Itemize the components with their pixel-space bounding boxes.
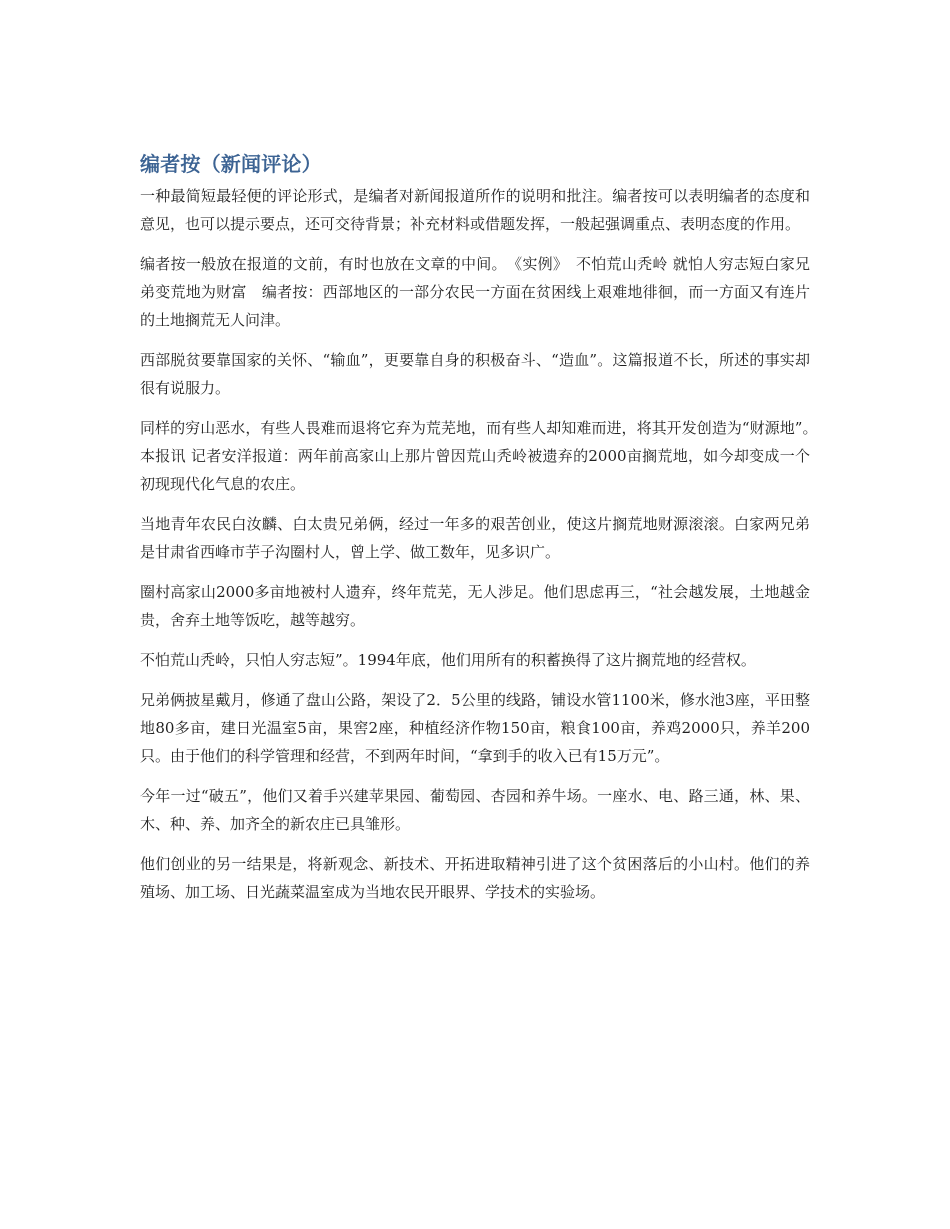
paragraph-3: 西部脱贫要靠国家的关怀、“输血”，更要靠自身的积极奋斗、“造血”。这篇报道不长，所述的事实却很有说服力。 [140,351,810,397]
paragraph-4: 同样的穷山恶水，有些人畏难而退将它弃为荒芜地，而有些人却知难而进，将其开发创造为“财源地”。 本报讯 记者安洋报道：两年前高家山上那片曾因荒山秃岭被遗弃的2000亩搁荒地，如今却变成一个初现现代化气息的农庄。 [140,419,826,493]
paragraph-2: 编者按一般放在报道的文前，有时也放在文章的中间。 《实例》 不怕荒山秃岭 就怕人穷志短白家兄弟变荒地为财富 编者按：西部地区的一部分农民一方面在贫困线上艰难地徘徊，而一方面又有连片的土地搁荒无人问津。 [140,255,810,329]
paragraph-8: 兄弟俩披星戴月，修通了盘山公路，架设了2．5公里的线路，铺设水管1100米，修水池3座，平田整地80多亩，建日光温室5亩，果窖2座，种植经济作物150亩，粮食100亩，养鸡2000只，养羊200只。由于他们的科学管理和经营，不到两年时间，“拿到手的收入已有15万元”。 [140,691,810,765]
paragraph-6: 圈村高家山2000多亩地被村人遗弃，终年荒芜，无人涉足。他们思虑再三，“社会越发展，土地越金贵，舍弃土地等饭吃，越等越穷。 [140,583,810,629]
paragraph-5: 当地青年农民白汝麟、白太贵兄弟俩，经过一年多的艰苦创业，使这片搁荒地财源滚滚。白家两兄弟是甘肃省西峰市芋子沟圈村人，曾上学、做工数年，见多识广。 [140,515,810,561]
document-page [140,148,826,918]
paragraph-10: 他们创业的另一结果是，将新观念、新技术、开拓进取精神引进了这个贫困落后的小山村。他们的养殖场、加工场、日光蔬菜温室成为当地农民开眼界、学技术的实验场。 [140,855,810,901]
paragraph-9: 今年一过“破五”，他们又着手兴建苹果园、葡萄园、杏园和养牛场。一座水、电、路三通，林、果、木、种、养、加齐全的新农庄已具雏形。 [140,787,810,833]
document-title: 编者按（新闻评论） [140,152,322,176]
paragraph-7: 不怕荒山秃岭，只怕人穷志短”。1994年底，他们用所有的积蓄换得了这片搁荒地的经营权。 [140,651,756,669]
paragraph-1: 一种最简短最轻便的评论形式，是编者对新闻报道所作的说明和批注。编者按可以表明编者的态度和意见，也可以提示要点，还可交待背景；补充材料或借题发挥，一般起强调重点、表明态度的作用。 [140,187,810,233]
